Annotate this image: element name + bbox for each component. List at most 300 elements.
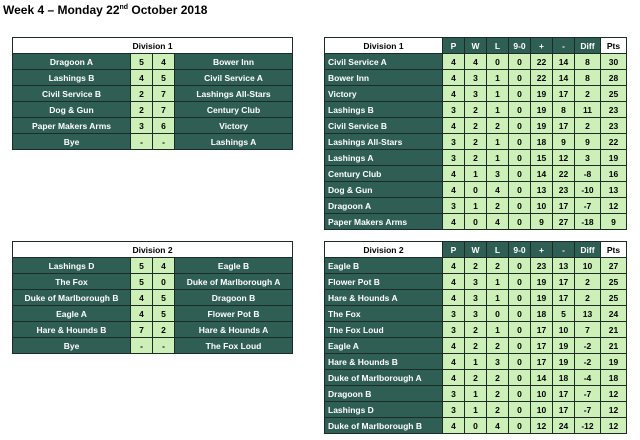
league-lost: 2 [487, 370, 509, 386]
league-frames-for: 22 [531, 54, 553, 70]
league-nine-nil: 0 [509, 418, 531, 434]
league-row [325, 214, 627, 230]
away-team: Victory [175, 118, 293, 134]
fixtures-division-2 [12, 241, 293, 354]
away-score: 7 [153, 86, 175, 102]
league-division-header: Division 1 [325, 38, 443, 54]
league-nine-nil: 0 [509, 54, 531, 70]
league-lost: 2 [487, 402, 509, 418]
league-difference: 2 [575, 118, 601, 134]
league-points: 25 [601, 290, 627, 306]
league-won: 3 [465, 274, 487, 290]
column-header-lost: L [487, 242, 509, 258]
league-nine-nil: 0 [509, 182, 531, 198]
league-nine-nil: 0 [509, 166, 531, 182]
league-table-division-2 [324, 241, 627, 434]
league-row [325, 274, 627, 290]
league-won: 2 [465, 150, 487, 166]
league-nine-nil: 0 [509, 274, 531, 290]
league-lost: 1 [487, 290, 509, 306]
column-header-frames-against: - [553, 38, 575, 54]
league-played: 4 [443, 290, 465, 306]
league-team: Dog & Gun [325, 182, 443, 198]
league-won: 1 [465, 198, 487, 214]
league-difference: 13 [575, 306, 601, 322]
away-score: 5 [153, 70, 175, 86]
league-frames-against: 27 [553, 214, 575, 230]
league-points: 12 [601, 418, 627, 434]
fixture-row [13, 54, 293, 70]
league-row [325, 258, 627, 274]
league-difference: -4 [575, 370, 601, 386]
league-lost: 2 [487, 198, 509, 214]
league-difference: 9 [575, 134, 601, 150]
league-nine-nil: 0 [509, 306, 531, 322]
league-difference: -18 [575, 214, 601, 230]
league-lost: 3 [487, 166, 509, 182]
league-header-row [325, 38, 627, 54]
fixture-row [13, 118, 293, 134]
home-team: Civil Service B [13, 86, 131, 102]
league-frames-for: 12 [531, 418, 553, 434]
away-score: 2 [153, 322, 175, 338]
league-played: 4 [443, 338, 465, 354]
league-frames-against: 14 [553, 54, 575, 70]
league-frames-for: 10 [531, 402, 553, 418]
league-points: 25 [601, 274, 627, 290]
league-points: 24 [601, 306, 627, 322]
league-row [325, 402, 627, 418]
league-nine-nil: 0 [509, 290, 531, 306]
league-nine-nil: 0 [509, 70, 531, 86]
column-header-difference: Diff [575, 38, 601, 54]
away-team: Century Club [175, 102, 293, 118]
league-nine-nil: 0 [509, 386, 531, 402]
league-frames-for: 22 [531, 70, 553, 86]
league-frames-against: 17 [553, 386, 575, 402]
league-won: 2 [465, 134, 487, 150]
league-team: Eagle A [325, 338, 443, 354]
column-header-frames-for: + [531, 38, 553, 54]
league-difference: 11 [575, 102, 601, 118]
column-header-played: P [443, 38, 465, 54]
league-row [325, 198, 627, 214]
league-difference: 10 [575, 258, 601, 274]
league-difference: 2 [575, 290, 601, 306]
home-score: 3 [131, 118, 153, 134]
league-team: Eagle B [325, 258, 443, 274]
column-header-won: W [465, 242, 487, 258]
league-frames-against: 8 [553, 102, 575, 118]
league-played: 3 [443, 134, 465, 150]
league-frames-against: 12 [553, 150, 575, 166]
home-score: 2 [131, 102, 153, 118]
league-team: Duke of Marlborough A [325, 370, 443, 386]
league-frames-for: 18 [531, 134, 553, 150]
league-lost: 1 [487, 322, 509, 338]
league-difference: -8 [575, 166, 601, 182]
league-frames-against: 17 [553, 290, 575, 306]
league-team: Hare & Hounds B [325, 354, 443, 370]
league-frames-for: 19 [531, 102, 553, 118]
home-score: 5 [131, 54, 153, 70]
league-difference: -7 [575, 402, 601, 418]
league-frames-against: 17 [553, 402, 575, 418]
league-frames-for: 10 [531, 198, 553, 214]
away-team: Lashings A [175, 134, 293, 150]
league-frames-against: 19 [553, 338, 575, 354]
league-team: Civil Service A [325, 54, 443, 70]
league-played: 3 [443, 322, 465, 338]
fixture-row [13, 290, 293, 306]
league-won: 0 [465, 214, 487, 230]
league-lost: 0 [487, 306, 509, 322]
home-team: The Fox [13, 274, 131, 290]
league-frames-against: 10 [553, 322, 575, 338]
league-nine-nil: 0 [509, 134, 531, 150]
league-played: 4 [443, 166, 465, 182]
league-team: The Fox [325, 306, 443, 322]
away-score: 5 [153, 306, 175, 322]
league-points: 12 [601, 402, 627, 418]
league-frames-for: 10 [531, 386, 553, 402]
league-won: 0 [465, 418, 487, 434]
league-lost: 1 [487, 150, 509, 166]
league-row [325, 70, 627, 86]
league-row [325, 370, 627, 386]
league-won: 3 [465, 290, 487, 306]
title-date: Week 4 – Monday 22 [3, 3, 120, 17]
league-points: 19 [601, 354, 627, 370]
league-points: 25 [601, 86, 627, 102]
league-lost: 1 [487, 134, 509, 150]
fixture-row [13, 70, 293, 86]
league-won: 2 [465, 258, 487, 274]
league-points: 23 [601, 118, 627, 134]
league-played: 4 [443, 70, 465, 86]
league-points: 21 [601, 338, 627, 354]
home-team: Bye [13, 338, 131, 354]
league-won: 2 [465, 118, 487, 134]
league-points: 21 [601, 322, 627, 338]
league-won: 1 [465, 166, 487, 182]
league-frames-against: 23 [553, 182, 575, 198]
league-played: 4 [443, 258, 465, 274]
league-difference: 7 [575, 322, 601, 338]
league-team: Hare & Hounds A [325, 290, 443, 306]
away-team: Lashings All-Stars [175, 86, 293, 102]
league-nine-nil: 0 [509, 354, 531, 370]
league-frames-against: 14 [553, 70, 575, 86]
league-lost: 3 [487, 354, 509, 370]
fixture-row [13, 134, 293, 150]
home-team: Eagle A [13, 306, 131, 322]
league-won: 0 [465, 182, 487, 198]
league-points: 9 [601, 214, 627, 230]
league-row [325, 418, 627, 434]
home-team: Dragoon A [13, 54, 131, 70]
league-difference: -12 [575, 418, 601, 434]
home-team: Lashings D [13, 258, 131, 274]
league-lost: 1 [487, 86, 509, 102]
league-nine-nil: 0 [509, 150, 531, 166]
home-score: 5 [131, 258, 153, 274]
fixture-row [13, 322, 293, 338]
league-header-row [325, 242, 627, 258]
home-score: 4 [131, 70, 153, 86]
column-header-nine-nil: 9-0 [509, 242, 531, 258]
fixtures-header: Division 1 [13, 38, 293, 54]
league-difference: -7 [575, 386, 601, 402]
league-team: Paper Makers Arms [325, 214, 443, 230]
league-frames-against: 19 [553, 354, 575, 370]
league-won: 2 [465, 322, 487, 338]
league-won: 2 [465, 370, 487, 386]
title-month-year: October 2018 [128, 3, 208, 17]
column-header-difference: Diff [575, 242, 601, 258]
league-played: 3 [443, 402, 465, 418]
column-header-points: Pts [601, 38, 627, 54]
league-difference: -2 [575, 338, 601, 354]
league-team: Victory [325, 86, 443, 102]
league-won: 1 [465, 386, 487, 402]
league-difference: 8 [575, 70, 601, 86]
league-frames-against: 17 [553, 274, 575, 290]
league-won: 1 [465, 402, 487, 418]
league-frames-for: 14 [531, 166, 553, 182]
column-header-frames-against: - [553, 242, 575, 258]
league-team: Lashings B [325, 102, 443, 118]
league-frames-against: 22 [553, 166, 575, 182]
league-lost: 4 [487, 182, 509, 198]
league-played: 4 [443, 418, 465, 434]
league-points: 19 [601, 150, 627, 166]
league-lost: 2 [487, 386, 509, 402]
league-row [325, 134, 627, 150]
league-frames-against: 17 [553, 198, 575, 214]
league-lost: 4 [487, 418, 509, 434]
league-played: 4 [443, 86, 465, 102]
league-lost: 1 [487, 70, 509, 86]
league-frames-against: 9 [553, 134, 575, 150]
league-difference: 3 [575, 150, 601, 166]
league-row [325, 306, 627, 322]
away-team: The Fox Loud [175, 338, 293, 354]
column-header-played: P [443, 242, 465, 258]
title-ordinal: nd [119, 4, 129, 11]
column-header-lost: L [487, 38, 509, 54]
league-won: 2 [465, 338, 487, 354]
league-frames-for: 23 [531, 258, 553, 274]
league-frames-for: 19 [531, 118, 553, 134]
home-team: Duke of Marlborough B [13, 290, 131, 306]
league-nine-nil: 0 [509, 370, 531, 386]
league-points: 16 [601, 166, 627, 182]
league-nine-nil: 0 [509, 258, 531, 274]
away-score: 5 [153, 290, 175, 306]
fixtures-header: Division 2 [13, 242, 293, 258]
league-difference: -7 [575, 198, 601, 214]
league-points: 30 [601, 54, 627, 70]
league-difference: 8 [575, 54, 601, 70]
league-team: Dragoon A [325, 198, 443, 214]
league-lost: 1 [487, 274, 509, 290]
league-points: 23 [601, 102, 627, 118]
fixture-row [13, 86, 293, 102]
league-played: 3 [443, 150, 465, 166]
league-played: 4 [443, 118, 465, 134]
league-team: Century Club [325, 166, 443, 182]
league-won: 3 [465, 70, 487, 86]
league-team: Lashings D [325, 402, 443, 418]
league-won: 4 [465, 54, 487, 70]
league-played: 4 [443, 182, 465, 198]
away-score: - [153, 134, 175, 150]
league-difference: 2 [575, 274, 601, 290]
league-won: 2 [465, 102, 487, 118]
league-team: Duke of Marlborough B [325, 418, 443, 434]
league-difference: 2 [575, 86, 601, 102]
away-team: Eagle B [175, 258, 293, 274]
league-team: Lashings A [325, 150, 443, 166]
column-header-frames-for: + [531, 242, 553, 258]
away-team: Dragoon B [175, 290, 293, 306]
league-played: 4 [443, 370, 465, 386]
home-team: Hare & Hounds B [13, 322, 131, 338]
league-team: Lashings All-Stars [325, 134, 443, 150]
column-header-points: Pts [601, 242, 627, 258]
league-row [325, 86, 627, 102]
league-row [325, 386, 627, 402]
league-team: The Fox Loud [325, 322, 443, 338]
league-frames-for: 14 [531, 370, 553, 386]
league-frames-for: 17 [531, 354, 553, 370]
home-score: 4 [131, 306, 153, 322]
fixture-row [13, 102, 293, 118]
home-score: - [131, 134, 153, 150]
home-score: 7 [131, 322, 153, 338]
column-header-nine-nil: 9-0 [509, 38, 531, 54]
league-frames-for: 13 [531, 182, 553, 198]
league-played: 4 [443, 214, 465, 230]
fixture-row [13, 274, 293, 290]
league-points: 12 [601, 198, 627, 214]
league-team: Bower Inn [325, 70, 443, 86]
away-team: Duke of Marlborough A [175, 274, 293, 290]
league-won: 1 [465, 354, 487, 370]
column-header-won: W [465, 38, 487, 54]
league-played: 3 [443, 386, 465, 402]
league-nine-nil: 0 [509, 198, 531, 214]
home-score: 4 [131, 290, 153, 306]
league-frames-against: 17 [553, 86, 575, 102]
league-team: Civil Service B [325, 118, 443, 134]
league-lost: 4 [487, 214, 509, 230]
league-row [325, 322, 627, 338]
away-team: Bower Inn [175, 54, 293, 70]
league-row [325, 182, 627, 198]
league-frames-for: 18 [531, 306, 553, 322]
league-nine-nil: 0 [509, 86, 531, 102]
league-table-division-1 [324, 37, 627, 230]
home-team: Paper Makers Arms [13, 118, 131, 134]
home-score: 5 [131, 274, 153, 290]
league-points: 22 [601, 134, 627, 150]
league-frames-for: 17 [531, 322, 553, 338]
home-team: Bye [13, 134, 131, 150]
league-points: 12 [601, 386, 627, 402]
fixture-row [13, 306, 293, 322]
league-points: 27 [601, 258, 627, 274]
away-team: Civil Service A [175, 70, 293, 86]
league-frames-for: 9 [531, 214, 553, 230]
league-played: 3 [443, 198, 465, 214]
league-played: 4 [443, 54, 465, 70]
league-nine-nil: 0 [509, 102, 531, 118]
league-row [325, 118, 627, 134]
away-team: Flower Pot B [175, 306, 293, 322]
league-nine-nil: 0 [509, 214, 531, 230]
fixtures-division-1 [12, 37, 293, 150]
home-score: - [131, 338, 153, 354]
league-won: 3 [465, 306, 487, 322]
league-row [325, 102, 627, 118]
fixture-row [13, 338, 293, 354]
league-lost: 2 [487, 338, 509, 354]
away-score: 6 [153, 118, 175, 134]
away-score: 4 [153, 54, 175, 70]
league-difference: -10 [575, 182, 601, 198]
league-points: 13 [601, 182, 627, 198]
league-team: Flower Pot B [325, 274, 443, 290]
league-team: Dragoon B [325, 386, 443, 402]
league-played: 3 [443, 102, 465, 118]
league-division-header: Division 2 [325, 242, 443, 258]
league-frames-for: 19 [531, 290, 553, 306]
league-frames-against: 5 [553, 306, 575, 322]
page-title [3, 3, 207, 17]
league-row [325, 354, 627, 370]
away-team: Hare & Hounds A [175, 322, 293, 338]
home-score: 2 [131, 86, 153, 102]
league-row [325, 54, 627, 70]
league-frames-against: 24 [553, 418, 575, 434]
league-frames-against: 13 [553, 258, 575, 274]
league-lost: 2 [487, 258, 509, 274]
league-row [325, 150, 627, 166]
league-points: 28 [601, 70, 627, 86]
league-lost: 0 [487, 54, 509, 70]
league-frames-for: 19 [531, 274, 553, 290]
fixture-row [13, 258, 293, 274]
away-score: 7 [153, 102, 175, 118]
league-row [325, 290, 627, 306]
league-nine-nil: 0 [509, 322, 531, 338]
league-points: 18 [601, 370, 627, 386]
league-played: 4 [443, 274, 465, 290]
league-played: 4 [443, 354, 465, 370]
league-difference: -2 [575, 354, 601, 370]
league-lost: 2 [487, 118, 509, 134]
league-won: 3 [465, 86, 487, 102]
away-score: 4 [153, 258, 175, 274]
home-team: Dog & Gun [13, 102, 131, 118]
league-nine-nil: 0 [509, 338, 531, 354]
league-frames-for: 17 [531, 338, 553, 354]
league-frames-for: 19 [531, 86, 553, 102]
league-frames-against: 17 [553, 118, 575, 134]
league-row [325, 166, 627, 182]
